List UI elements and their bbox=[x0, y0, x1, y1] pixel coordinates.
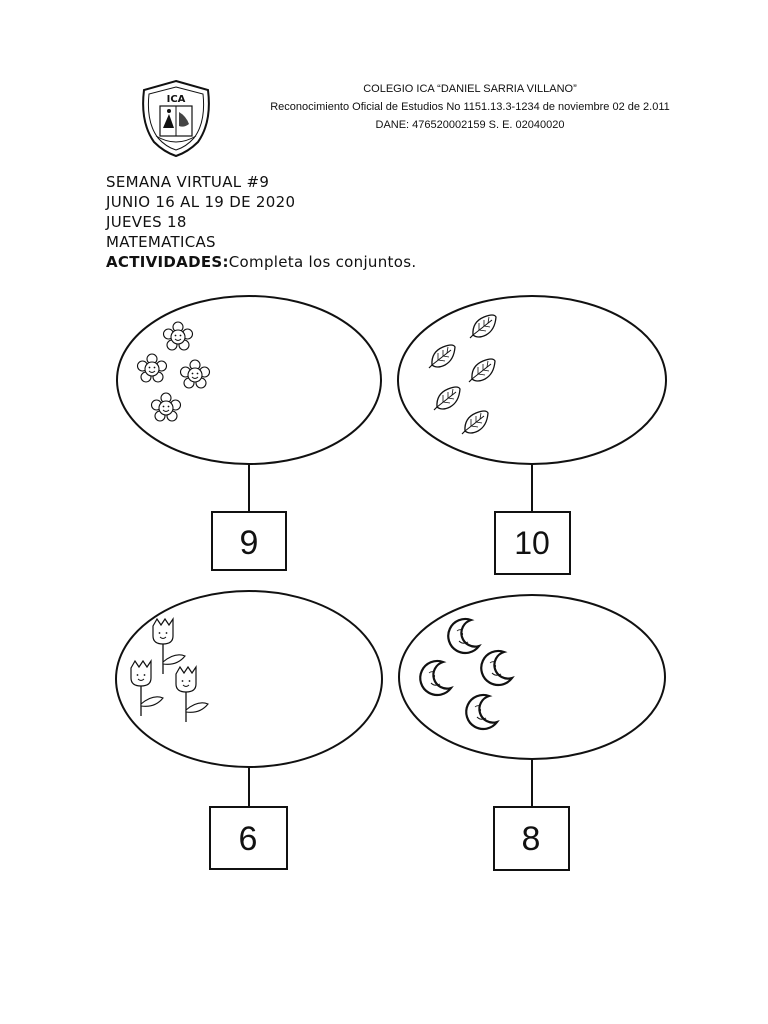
activities-label: ACTIVIDADES: bbox=[106, 253, 229, 271]
tulip-icon bbox=[153, 619, 185, 674]
set-2-number: 10 bbox=[514, 525, 550, 561]
moon-icon bbox=[466, 695, 497, 729]
day-label: JUEVES 18 bbox=[106, 213, 187, 231]
school-name: COLEGIO ICA “DANIEL SARRIA VILLANO” bbox=[363, 83, 577, 95]
leaf-icon bbox=[470, 315, 496, 338]
leaf-icon bbox=[469, 359, 495, 382]
leaf-icon bbox=[429, 345, 455, 368]
set-4-ellipse bbox=[399, 595, 665, 759]
recognition-line: Reconocimiento Oficial de Estudios No 1151.13.3-1234 de noviembre 02 de 2.011 bbox=[270, 101, 670, 113]
tulip-icon bbox=[131, 661, 163, 716]
moon-icon bbox=[481, 651, 512, 685]
activities-instruction: Completa los conjuntos. bbox=[228, 253, 417, 271]
week-title: SEMANA VIRTUAL #9 bbox=[106, 173, 270, 191]
set-1-number: 9 bbox=[239, 524, 259, 562]
set-2-ellipse bbox=[398, 296, 666, 464]
leaf-icon bbox=[462, 411, 488, 434]
tulip-icon bbox=[176, 667, 208, 722]
moon-icon bbox=[448, 619, 479, 653]
leaf-icon bbox=[434, 387, 460, 410]
set-4-number: 8 bbox=[521, 820, 541, 858]
flower-icon bbox=[152, 393, 181, 421]
set-4 bbox=[399, 595, 665, 870]
flower-icon bbox=[138, 354, 167, 382]
set-1 bbox=[117, 296, 381, 570]
flower-icon bbox=[164, 322, 193, 350]
set-3 bbox=[116, 591, 382, 869]
flower-icon bbox=[181, 360, 210, 388]
set-2 bbox=[398, 296, 666, 574]
dane-line: DANE: 476520002159 S. E. 02040020 bbox=[375, 119, 565, 131]
moon-icon bbox=[420, 661, 451, 695]
date-range: JUNIO 16 AL 19 DE 2020 bbox=[106, 193, 296, 211]
set-3-number: 6 bbox=[238, 820, 258, 858]
svg-text:ICA: ICA bbox=[166, 94, 186, 105]
subject-label: MATEMATICAS bbox=[106, 233, 216, 251]
set-3-ellipse bbox=[116, 591, 382, 767]
